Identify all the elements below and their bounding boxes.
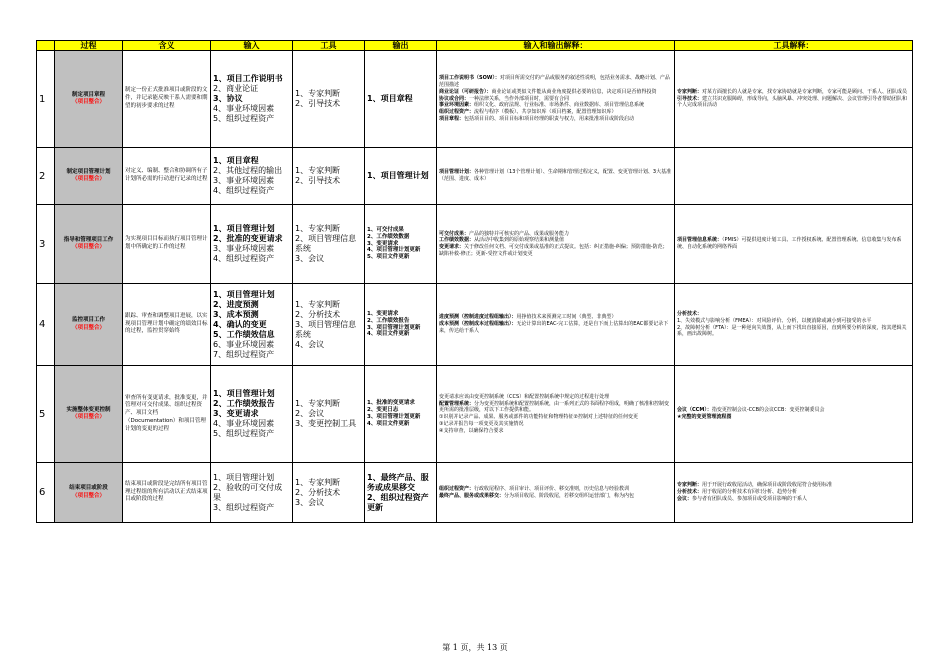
row-index: 1 <box>37 51 55 148</box>
header-tool-notes: 工具解释： <box>675 41 913 51</box>
tool-note-text: 对某方面擅长的人就是专家，找专家协助就是专家判断，专家可能是顾问、干系人、团队成员 <box>702 88 908 95</box>
outputs-cell <box>365 366 437 463</box>
input-item: 3、变更请求 <box>213 409 259 418</box>
outputs-cell <box>365 51 437 148</box>
tool-item: 2、分析技术 <box>295 309 341 319</box>
io-note-line <box>439 421 672 428</box>
output-item: 2、工作绩效数据 <box>367 233 410 240</box>
input-item: 4、事业环境因素 <box>213 419 275 428</box>
io-note-text: 无论计算出的EAC-完工估算，还是自下而上估算出的EAC都要记录下来，传达给干系人 <box>439 321 669 334</box>
io-note-key: 商业论证（可研报告）： <box>439 88 492 95</box>
tool-item: 4、会议 <box>295 339 325 349</box>
input-item: 4、组织过程资产 <box>213 186 275 195</box>
outputs-cell <box>365 148 437 205</box>
tool-item: 1、专家判断 <box>295 477 341 487</box>
output-item: 1、可交付成果 <box>367 226 404 233</box>
io-note-key: 变更请求： <box>439 244 465 250</box>
tool-item: 1、专家判断 <box>295 299 341 309</box>
output-item: 1、批准的变更请求 <box>367 400 415 407</box>
tool-note-text: 用于收尾的分析技术有回归分析、趋势分析 <box>702 489 798 496</box>
process-group: （项目整合） <box>71 99 105 105</box>
io-note-key: 项目管理计划： <box>439 169 475 176</box>
output-item: 1、项目管理计划 <box>367 171 429 180</box>
io-note-text: 组织文化、政府法规、行业标准、市场条件、商业数据库、项目管理信息系统 <box>474 102 645 109</box>
io-note-key: 最终产品、服务或成果移交： <box>439 492 505 499</box>
input-item: 3、事业环境因素 <box>213 176 275 185</box>
process-name: 监控项目工作 <box>71 317 105 324</box>
io-note-text: 流程与程序（模板）、共享知识库（项目档案，配置管理知识库） <box>474 109 617 116</box>
tool-note-line <box>677 496 910 503</box>
process-cell <box>55 366 123 463</box>
process-table <box>36 40 913 523</box>
tool-item: 2、会议 <box>295 409 325 418</box>
tool-item: 1、专家判断 <box>295 399 341 408</box>
input-item: 3、组织过程资产 <box>213 502 275 512</box>
io-note-text: 包括项目目的、项目目标和项目经理的职责与权力，用来批准项目或阶段启动 <box>464 115 635 122</box>
tool-notes-cell <box>675 148 913 205</box>
process-group: （项目整合） <box>71 324 105 331</box>
io-note-line <box>439 89 672 96</box>
header-inputs: 输入 <box>211 41 293 51</box>
input-item: 1、项目管理计划 <box>213 289 275 299</box>
io-note-key: 项目工作说明书（SOW）： <box>439 75 500 82</box>
io-note-text: 商业论证或类似文件能从商业角度提供必要的信息，决定项目是否值得投资 <box>491 88 657 95</box>
inputs-cell <box>211 51 293 148</box>
process-name: 结束项目或阶段 <box>69 485 108 492</box>
inputs-cell <box>211 366 293 463</box>
tool-note-key: 专家判断： <box>677 482 703 489</box>
output-item: 4、项目文件更新 <box>367 331 410 338</box>
header-blank <box>37 41 55 51</box>
row-index: 3 <box>37 205 55 284</box>
output-item: 3、变更请求 <box>367 240 399 247</box>
tool-note-line <box>677 407 910 414</box>
tool-note-key: 专家判断： <box>677 88 703 95</box>
tool-item: 2、分析技术 <box>295 487 341 497</box>
tool-note-key: 会议（CCM）： <box>677 407 712 414</box>
process-name: 实施整体变更控制 <box>66 406 111 413</box>
io-note-line <box>439 428 672 435</box>
output-item: 2、组织过程资产更新 <box>367 492 429 512</box>
tools-cell <box>293 463 365 523</box>
io-note-line <box>439 394 672 401</box>
io-note-key: 进度预测（控制进度过程组输出）： <box>439 314 517 321</box>
outputs-cell <box>365 463 437 523</box>
output-item: 1、项目章程 <box>367 94 413 103</box>
io-note-line <box>439 169 672 183</box>
output-item: 3、项目管理计划更新 <box>367 324 421 331</box>
row-index: 4 <box>37 284 55 366</box>
io-note-key: 事业环境因素： <box>439 102 475 109</box>
tool-item: 3、变更控制工具 <box>295 419 357 428</box>
input-item: 2、其他过程的输出 <box>213 166 283 175</box>
output-item: 3、项目管理计划更新 <box>367 414 421 420</box>
io-note-text: 各种管理计划（13个管理计划）、生命期和管理过程定义，配置、变更管理计划、3大基准（范围、进度、成本） <box>439 169 672 182</box>
input-item: 2、批准的变更请求 <box>213 234 283 243</box>
tool-note-key: 分析技术： <box>677 311 703 317</box>
header-outputs: 输出 <box>365 41 437 51</box>
tools-cell <box>293 205 365 284</box>
tool-note-key: ★完整的变更管理流程图 <box>677 414 732 420</box>
process-name: 制定项目管理计划 <box>66 168 111 175</box>
header-process: 过程 <box>55 41 123 51</box>
input-item: 1、项目管理计划 <box>213 472 275 482</box>
meaning-cell: 制定一份正式批准项目或阶段的文件，并记录能反映干系人需要和期望的初步要求的过程 <box>123 51 211 148</box>
tool-note-key: 分析技术： <box>677 489 703 496</box>
io-notes-cell <box>437 148 675 205</box>
header-io-notes: 输入和输出解释： <box>437 41 675 51</box>
io-note-line <box>439 493 672 500</box>
tool-item: 2、项目管理信息系统 <box>295 234 357 253</box>
output-item: 4、项目管理计划更新 <box>367 247 421 254</box>
tool-note-line <box>677 414 910 421</box>
tool-note-line <box>677 489 910 496</box>
output-item: 2、工作绩效报告 <box>367 317 410 324</box>
tools-cell <box>293 148 365 205</box>
io-note-line <box>439 244 672 258</box>
input-item: 3、协议 <box>213 94 243 103</box>
io-note-key: 可交付成果： <box>439 230 470 237</box>
io-note-text: 产品的独特并可核实的产品、成果或服务能力 <box>469 230 570 237</box>
io-note-key: 协议或合同： <box>439 95 470 102</box>
io-note-key: 工作绩效数据： <box>439 237 475 244</box>
io-note-text: 变更请求应该由变更控制系统（CCS）和配置控制系统中规定的过程进行处理 <box>439 393 610 400</box>
tool-item: 1、专家判断 <box>295 224 341 233</box>
input-item: 2、工作绩效报告 <box>213 399 275 408</box>
io-note-line <box>439 116 672 123</box>
inputs-cell <box>211 205 293 284</box>
output-item: 4、项目文件更新 <box>367 420 410 427</box>
process-cell <box>55 284 123 366</box>
header-row <box>37 41 913 51</box>
io-note-key: 配置管理系统： <box>439 400 475 407</box>
tool-item: 3、会议 <box>295 497 325 507</box>
tool-note-line <box>677 325 910 339</box>
io-note-text: 分为项目收尾、阶段收尾，若移交组织运营部门，称为内包 <box>504 492 635 499</box>
input-item: 4、组织过程资产 <box>213 254 275 263</box>
tool-notes-cell <box>675 463 913 523</box>
process-cell <box>55 463 123 523</box>
input-item: 6、事业环境因素 <box>213 339 275 349</box>
input-item: 1、项目管理计划 <box>213 389 275 398</box>
process-cell <box>55 205 123 284</box>
row-index: 5 <box>37 366 55 463</box>
table-row <box>37 148 913 205</box>
tool-note-line <box>677 237 910 251</box>
tool-note-key: 项目管理信息系统： <box>677 237 723 244</box>
input-item: 3、成本预测 <box>213 309 259 319</box>
row-index: 6 <box>37 463 55 523</box>
io-notes-cell <box>437 463 675 523</box>
process-group: （项目整合） <box>71 244 105 250</box>
tool-note-text: 指变更控制会议-CCB的会议CCB：变更控制委员会 <box>711 407 825 414</box>
tool-note-line <box>677 318 910 325</box>
process-name: 制定项目章程 <box>71 91 105 98</box>
io-note-key: 项目章程： <box>439 115 465 122</box>
process-group: （项目整合） <box>71 176 105 182</box>
meaning-cell: 对定义、编制、整合和协调所有子计划所必需的行动进行记录的过程 <box>123 148 211 205</box>
input-item: 2、商业论证 <box>213 84 259 93</box>
tool-notes-cell <box>675 51 913 148</box>
tool-note-text: 用于开展行政收尾活动，确保项目或阶段收尾符合使用标准 <box>702 482 833 489</box>
io-note-text: ③记录并报告每一项变更及其实施情况 <box>439 420 524 427</box>
tool-item: 2、引导技术 <box>295 176 341 185</box>
tool-item: 1、专家判断 <box>295 89 341 98</box>
header-meaning: 含义 <box>123 41 211 51</box>
process-cell <box>55 51 123 148</box>
io-note-line <box>439 109 672 116</box>
input-item: 4、事业环境因素 <box>213 104 275 113</box>
inputs-cell <box>211 284 293 366</box>
tool-item: 3、会议 <box>295 254 325 263</box>
io-note-text: 一种法律关系，当作外部项目时，需要有合同 <box>469 95 570 102</box>
meaning-cell: 审查所有变更请求，批准变更，并管理对可交付成果、组织过程资产、项目文档（Documentation）和项目管理计划的变更的过程 <box>123 366 211 463</box>
meaning-cell: 为实现项目目标而执行项目管理计划中所确定的工作的过程 <box>123 205 211 284</box>
process-group: （项目整合） <box>71 414 105 420</box>
input-item: 5、组织过程资产 <box>213 114 275 123</box>
tool-notes-cell <box>675 366 913 463</box>
page-footer: 第 1 页，共 13 页 <box>442 643 508 652</box>
io-note-key: 组织过程资产： <box>439 109 475 116</box>
tool-note-text: 2、故障树分析（FTA）：是一种逆向失效图，从上而下找出直接原因，直到所要分析的深度，按其逻辑关系，画出故障树。 <box>677 324 907 338</box>
io-note-text: 对项目所需交付的产品或服务的叙述性说明，包括业务需求、战略计划、产品范围描述 <box>439 75 670 89</box>
inputs-cell <box>211 148 293 205</box>
io-note-text: 关于修改任何文档、可交付成果或基准的正式提议。包括：纠正措施-纠偏；预防措施-防范；缺陷补救-修正；更新-受控文件或计划变更 <box>439 244 668 257</box>
io-note-key: 组织过程资产： <box>439 485 475 492</box>
meaning-cell: 跟踪、审查和调整项目进展，以实现项目管理计划中确定的绩效目标的过程，监控贯穿始终 <box>123 284 211 366</box>
tool-item: 3、项目管理信息系统 <box>295 319 357 339</box>
row-index: 2 <box>37 148 55 205</box>
outputs-cell <box>365 205 437 284</box>
input-item: 2、验收的可交付成果 <box>213 482 283 502</box>
input-item: 5、工作绩效信息 <box>213 329 275 339</box>
meaning-cell: 结束项目或阶段是完结所有项目管理过程组的所有活动以正式结束项目或阶段的过程 <box>123 463 211 523</box>
input-item: 3、事业环境因素 <box>213 244 275 253</box>
io-note-line <box>439 414 672 421</box>
io-note-text: 用挣值技术来预测完工时间（典型、非典型） <box>516 314 617 321</box>
process-name: 指导和管理项目工作 <box>63 236 114 243</box>
io-note-key: 成本预测（控制成本过程组输出）： <box>439 321 517 328</box>
tool-note-key: 引导技术： <box>677 95 703 102</box>
inputs-cell <box>211 463 293 523</box>
table-row <box>37 463 913 523</box>
tool-note-text: （PMIS）可提供进度计划工具、工作授权系统、配置管理系统、信息收集与发布系统、自动化系统的网络界面 <box>677 237 902 250</box>
input-item: 4、确认的变更 <box>213 319 267 329</box>
tools-cell <box>293 284 365 366</box>
io-note-line <box>439 237 672 244</box>
tool-note-text: 参与者有团队成员、参加项目或受项目影响的干系人 <box>692 495 808 502</box>
io-note-line <box>439 321 672 335</box>
tool-note-line <box>677 311 910 318</box>
output-item: 2、变更日志 <box>367 407 399 414</box>
tool-notes-cell <box>675 284 913 366</box>
input-item: 1、项目章程 <box>213 156 259 165</box>
input-item: 2、进度预测 <box>213 299 259 309</box>
io-note-text: 行政收尾程序、项目审计、项目评价、移交准则，历史信息与经验教训 <box>474 485 630 492</box>
input-item: 1、项目管理计划 <box>213 224 275 233</box>
tools-cell <box>293 51 365 148</box>
io-note-text: ④支持审查，以确保符合要求 <box>439 427 504 434</box>
output-item: 1、变更请求 <box>367 310 399 317</box>
io-notes-cell <box>437 51 675 148</box>
io-notes-cell <box>437 284 675 366</box>
io-note-line <box>439 75 672 89</box>
io-note-text: 从活动中收集到的原始观察结果和测量值 <box>474 237 565 244</box>
io-notes-cell <box>437 366 675 463</box>
tool-note-key: 会议： <box>677 495 693 502</box>
table-row <box>37 51 913 148</box>
header-tools: 工具 <box>293 41 365 51</box>
output-item: 5、项目文件更新 <box>367 254 410 261</box>
table-row <box>37 205 913 284</box>
tool-notes-cell <box>675 205 913 284</box>
tools-cell <box>293 366 365 463</box>
io-notes-cell <box>437 205 675 284</box>
tool-item: 1、专家判断 <box>295 166 341 175</box>
output-item: 1、最终产品、服务或成果移交 <box>367 472 429 492</box>
input-item: 1、项目工作说明书 <box>213 74 283 83</box>
tool-note-text: 1、失效模式与影响分析（FMEA）：对风险评价、分析，以便消除或减小到可接受的水平 <box>677 317 872 324</box>
io-note-text: 分为变更控制系统和配置控制系统，由一系列正式的书面程序组成，明确了核准和控制变更所需的批准层级，对以下工作提供和能。 <box>439 400 670 414</box>
process-cell <box>55 148 123 205</box>
tool-note-line <box>677 89 910 96</box>
io-note-line <box>439 401 672 415</box>
tool-item: 2、引导技术 <box>295 99 341 108</box>
io-note-line <box>439 486 672 493</box>
tool-note-text: 建立共识克服障碍，形成导向，头脑风暴、冲突处理、问题解决、会议管理引导者帮助团队和个人完成项目活动 <box>677 95 908 109</box>
process-group: （项目整合） <box>71 492 105 499</box>
outputs-cell <box>365 284 437 366</box>
table-row <box>37 284 913 366</box>
input-item: 7、组织过程资产 <box>213 349 275 359</box>
input-item: 5、组织过程资产 <box>213 429 275 438</box>
tool-note-line <box>677 96 910 110</box>
table-row <box>37 366 913 463</box>
io-note-text: ①识别并记录产品、成果、服务或部件的功能特征和物理特征②控制对上述特征的任何变更 <box>439 414 638 420</box>
